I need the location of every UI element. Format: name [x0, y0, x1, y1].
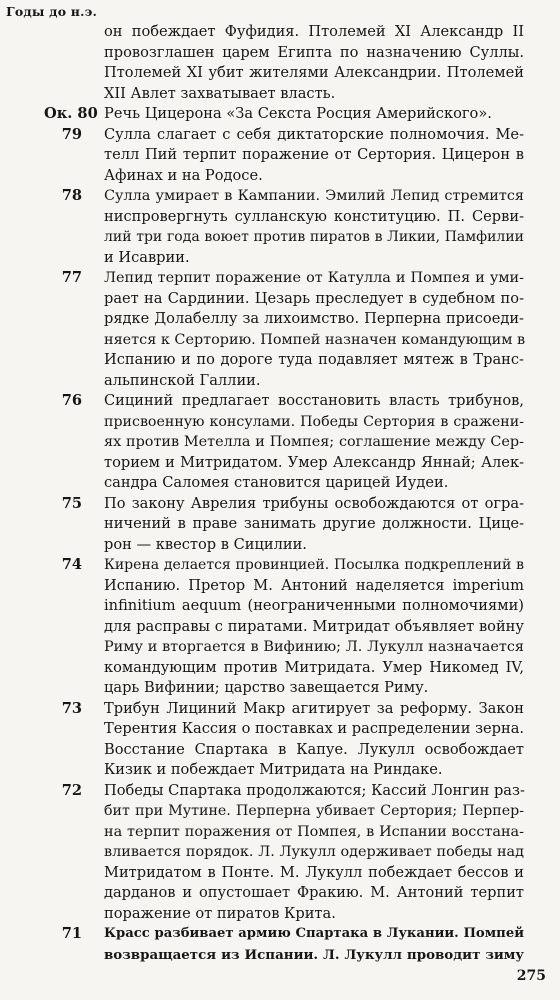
text-line: Кизик и побеждает Митридата на Риндаке. [104, 761, 443, 778]
text-line: дарданов и опустошает Фракию. М. Антоний терпит [104, 884, 524, 901]
entry-year: 72 [61, 781, 82, 799]
text-line: бит при Мутине. Перперна убивает Сертория; Перпер- [104, 803, 524, 819]
text-line: XII Авлет захватывает власть. [104, 84, 336, 102]
text-line: Митридатом в Понте. М. Лукулл побеждает бессов и [104, 863, 524, 881]
text-line: провозглашен царем Египта по назначению Суллы. [104, 43, 524, 61]
text-line: он побеждает Фуфидия. Птолемей XI Александр II [104, 23, 524, 40]
entry-year: 76 [61, 392, 82, 409]
text-line: присвоенную консулами. Победы Сертория в сражени- [104, 413, 524, 430]
text-line: Сициний предлагает восстановить власть трибунов, [104, 392, 524, 409]
chronology-entry [0, 555, 560, 699]
entry-text [104, 494, 524, 556]
chronology-entry [0, 924, 560, 965]
entry-text [104, 186, 524, 268]
entry-year: 79 [61, 125, 82, 143]
text-line: Кирена делается провинцией. Посылка подкреплений в [104, 557, 524, 573]
text-line: Речь Цицерона «За Секста Росция Америйского». [104, 105, 492, 122]
chronology-entry [0, 125, 560, 187]
text-line: Сулла умирает в Кампании. Эмилий Лепид стремится [104, 188, 524, 204]
text-line: ниспровергнуть сулланскую конституцию. П. Серви- [104, 207, 524, 225]
text-line: на терпит поражения от Помпея, в Испании восстана- [104, 823, 524, 840]
chronology-entry [0, 494, 560, 556]
text-line: поражение от пиратов Крита. [104, 904, 336, 922]
entry-text [104, 22, 524, 104]
entry-text [104, 268, 524, 391]
text-line: Победы Спартака продолжаются; Кассий Лонгин раз- [104, 781, 525, 799]
page-number: 275 [516, 968, 546, 984]
entry-text [104, 699, 524, 781]
chronology-list [0, 22, 560, 965]
text-line: Лепид терпит поражение от Катулла и Помпея и уми- [104, 270, 524, 286]
text-line: Красс разбивает армию Спартака в Лукании. Помпей [104, 926, 524, 941]
text-line: рон — квестор в Сицилии. [104, 535, 307, 553]
text-line: ях против Метелла и Помпея; соглашение между Сер- [104, 434, 524, 450]
chronology-entry [0, 699, 560, 781]
entry-year: 71 [61, 925, 82, 942]
entry-text [104, 391, 524, 494]
entry-text [104, 781, 524, 925]
entry-text [104, 125, 524, 187]
entry-year: 78 [61, 187, 82, 204]
text-line: и Исаврии. [104, 248, 190, 266]
chronology-entry [0, 268, 560, 391]
text-line: Сулла слагает с себя диктаторские полномочия. Ме- [104, 125, 524, 143]
text-line: няется к Серторию. Помпей назначен командующим в [104, 331, 526, 348]
entry-text [104, 104, 524, 125]
text-line: infinitium aequum (неограниченными полномочиями) [104, 597, 524, 614]
text-line: командующим против Митридата. Умер Никомед IV, [104, 658, 524, 676]
chronology-entry [0, 186, 560, 268]
text-line: Риму и вторгается в Вифинию; Л. Лукулл назначается [104, 639, 524, 655]
text-line: телл Пий терпит поражение от Сертория. Цицерон в [104, 146, 524, 163]
text-line: вливается порядок. Л. Лукулл одерживает победы над [104, 844, 524, 860]
entry-year: Ок. 80 [44, 105, 98, 122]
text-line: ничений в праве занимать другие должности. Цице- [104, 515, 524, 532]
chronology-entry [0, 104, 560, 125]
text-line: торием и Митридатом. Умер Александр Яннай; Алек- [104, 453, 524, 471]
entry-year: 77 [61, 269, 82, 286]
text-line: сандра Саломея становится царицей Иудеи. [104, 474, 449, 491]
chronology-entry [0, 781, 560, 925]
text-line: альпинской Галлии. [104, 371, 261, 389]
text-line: царь Вифинии; царство завещается Риму. [104, 679, 429, 696]
text-line: рает на Сардинии. Цезарь преследует в судебном по- [104, 289, 524, 307]
entry-year: 74 [61, 556, 82, 573]
entry-year: 73 [61, 699, 82, 717]
text-line: Терентия Кассия о поставках и распределении зерна. [104, 720, 525, 737]
text-line: Восстание Спартака в Капуе. Лукулл освобождает [104, 740, 524, 758]
running-head: Годы до н.э. [6, 4, 98, 19]
text-line: По закону Аврелия трибуны освобождаются от огра- [104, 494, 524, 512]
text-line: для расправы с пиратами. Митридат объявляет войну [104, 617, 524, 635]
entry-text [104, 555, 524, 699]
text-line: Птолемей XI убит жителями Александрии. Птолемей [104, 64, 524, 81]
text-line: рядке Долабеллу за лихоимство. Перперна присоеди- [104, 310, 524, 327]
entry-text [104, 924, 524, 965]
text-line: Афинах и на Родосе. [104, 166, 263, 184]
chronology-entry [0, 22, 560, 104]
text-line: лий три года воюет против пиратов в Ликии, Памфилии [104, 229, 524, 245]
text-line: возвращается из Испании. Л. Лукулл проводит зиму [104, 946, 524, 963]
text-line: Испанию. Претор М. Антоний наделяется imperium [104, 576, 524, 594]
chronology-entry [0, 391, 560, 494]
entry-year: 75 [61, 494, 82, 512]
entry-year [0, 22, 104, 104]
text-line: Испанию и по дороге туда подавляет мятеж в Транс- [104, 351, 524, 368]
text-line: Трибун Лициний Макр агитирует за реформу. Закон [104, 699, 524, 717]
